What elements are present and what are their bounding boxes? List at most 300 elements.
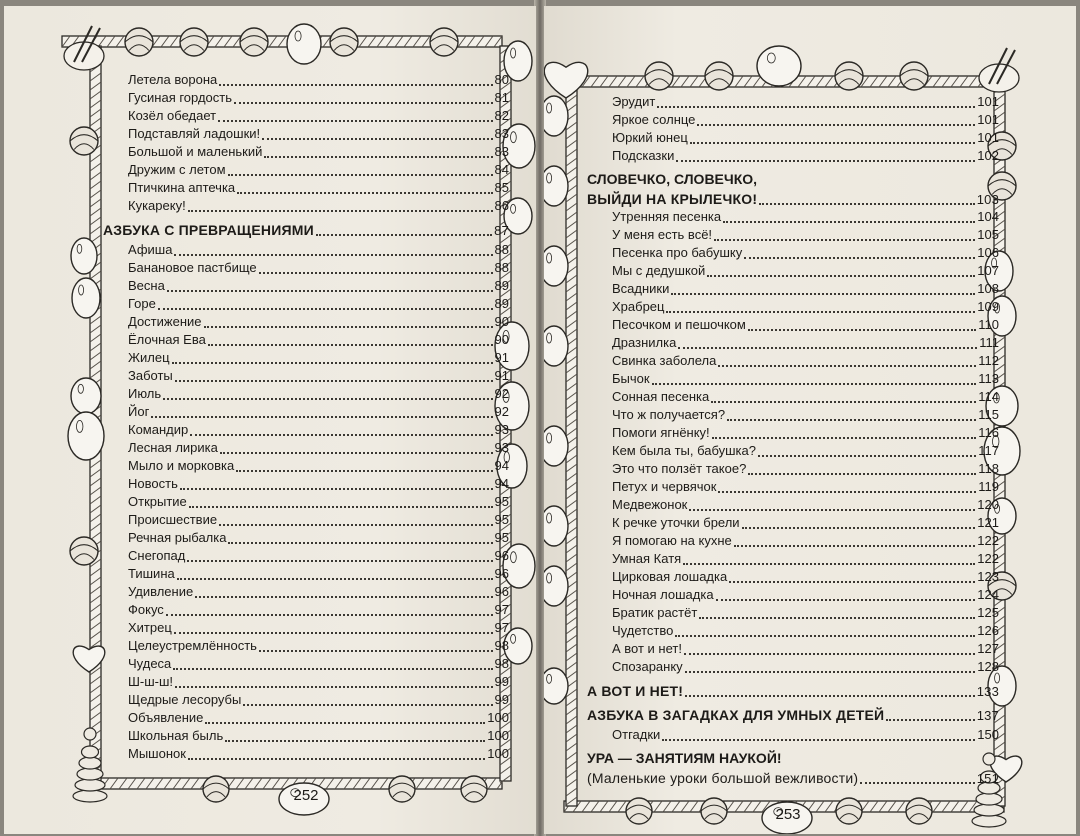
toc-dot-leader	[699, 617, 975, 619]
toc-entry	[587, 443, 999, 461]
toc-page-number: 91	[494, 350, 509, 365]
toc-page-number: 93	[494, 440, 509, 455]
toc-entry-title: Ночная лошадка	[612, 587, 714, 602]
toc-entry	[587, 245, 999, 263]
toc-section-label: АЗБУКА С ПРЕВРАЩЕНИЯМИ	[103, 222, 314, 238]
toc-entry-title: Речная рыбалка	[128, 530, 227, 545]
toc-entry	[587, 533, 999, 551]
toc-entry	[103, 242, 509, 260]
ball-icon	[461, 776, 487, 802]
ball-icon	[906, 798, 932, 824]
toc-entry-title: Птичкина аптечка	[128, 180, 236, 195]
balloon-icon	[544, 668, 568, 704]
toc-entry	[587, 130, 999, 148]
toc-page-number: 119	[978, 479, 999, 494]
toc-page-number: 104	[977, 209, 999, 224]
toc-entry-title: Дружим с летом	[128, 162, 226, 177]
toc-entry	[103, 458, 509, 476]
toc-section-row	[587, 707, 999, 725]
toc-dot-leader	[689, 509, 975, 511]
toc-entry-title: Фокус	[128, 602, 164, 617]
toc-page-number: 106	[977, 245, 999, 260]
toc-dot-leader	[678, 347, 977, 349]
toc-dot-leader	[228, 542, 492, 544]
toc-dot-leader	[158, 308, 493, 310]
toc-dot-leader	[748, 473, 976, 475]
toc-entry-title: Петух и червячок	[612, 479, 717, 494]
ball-icon	[701, 798, 727, 824]
ball-icon	[389, 776, 415, 802]
balloon-icon	[544, 246, 568, 286]
toc-entry-title: Мышонок	[128, 746, 186, 761]
toc-page-number: 127	[977, 641, 999, 656]
toc-entry	[103, 386, 509, 404]
toc-entry	[587, 335, 999, 353]
toc-page-number: 137	[976, 708, 999, 723]
toc-dot-leader	[685, 695, 975, 697]
toc-entry	[587, 112, 999, 130]
balloon-icon	[544, 166, 568, 206]
toc-entry	[103, 404, 509, 422]
toc-page-number: 95	[494, 494, 509, 509]
toc-dot-leader	[208, 344, 493, 346]
balloon-icon	[71, 378, 101, 414]
toc-entry	[587, 227, 999, 245]
toc-entry-title: Подставляй ладошки!	[128, 126, 261, 141]
toc-entry-title: Горе	[128, 296, 156, 311]
toc-entry	[103, 656, 509, 674]
toc-entry	[103, 278, 509, 296]
toc-entry	[103, 350, 509, 368]
toc-section-heading	[587, 170, 999, 209]
toc-entry	[587, 389, 999, 407]
toc-page-number: 90	[494, 314, 509, 329]
balloon-icon	[287, 24, 321, 64]
toc-dot-leader	[177, 578, 493, 580]
toc-page-number: 96	[494, 584, 509, 599]
toc-entry	[103, 126, 509, 144]
toc-section-label: ВЫЙДИ НА КРЫЛЕЧКО!	[587, 191, 758, 207]
toc-dot-leader	[166, 614, 493, 616]
ball-icon	[180, 28, 208, 56]
ball-icon	[70, 127, 98, 155]
toc-entry-title: Удивление	[128, 584, 194, 599]
toc-page-number: 96	[494, 548, 509, 563]
ball-icon	[705, 62, 733, 90]
toc-page-number: 151	[976, 771, 999, 786]
toc-entry	[103, 90, 509, 108]
toc-page-number: 80	[494, 72, 509, 87]
toc-entry	[103, 422, 509, 440]
toc-entry	[103, 548, 509, 566]
toc-entry	[587, 209, 999, 227]
toc-entry-title: Объявление	[128, 710, 204, 725]
toc-page-number: 81	[494, 90, 509, 105]
toc-entry-title: Утренняя песенка	[612, 209, 722, 224]
toc-page-number: 101	[977, 130, 999, 145]
toc-section-row	[587, 770, 999, 788]
toc-entry	[103, 314, 509, 332]
toc-entry	[103, 530, 509, 548]
toc-entry-title: Дразнилка	[612, 335, 677, 350]
toc-dot-leader	[225, 740, 485, 742]
toc-page-number: 124	[977, 587, 999, 602]
toc-entry	[103, 368, 509, 386]
toc-page-number: 118	[978, 461, 999, 476]
toc-dot-leader	[690, 142, 976, 144]
toc-entry-title: К речке уточки брели	[612, 515, 740, 530]
balloon-icon	[757, 46, 801, 86]
toc-dot-leader	[886, 719, 974, 721]
toc-dot-leader	[727, 419, 976, 421]
toc-entry-title: Летела ворона	[128, 72, 218, 87]
toc-page-number: 126	[977, 623, 999, 638]
toc-entry-title: Помоги ягнёнку!	[612, 425, 710, 440]
balloon-icon	[544, 326, 568, 366]
toc-section-label: А ВОТ И НЕТ!	[587, 683, 684, 699]
toc-entry-title: Бычок	[612, 371, 650, 386]
toc-page-number: 110	[978, 317, 999, 332]
toc-page-number: 100	[487, 710, 509, 725]
toc-page-number: 93	[494, 422, 509, 437]
toc-dot-leader	[652, 383, 977, 385]
toc-entry	[587, 641, 999, 659]
toc-page-number: 89	[494, 278, 509, 293]
toc-entry	[103, 72, 509, 90]
ball-icon	[203, 776, 229, 802]
toc-entry	[587, 659, 999, 677]
toc-entry-title: Происшествие	[128, 512, 218, 527]
ball-icon	[330, 28, 358, 56]
toc-entry-title: Чудетство	[612, 623, 674, 638]
toc-page-number: 150	[977, 727, 999, 742]
ball-icon	[70, 537, 98, 565]
toc-page-number: 116	[978, 425, 999, 440]
toc-entry	[103, 332, 509, 350]
toc-dot-leader	[759, 203, 975, 205]
toc-page-number: 113	[978, 371, 999, 386]
toc-entry-title: Это что ползёт такое?	[612, 461, 747, 476]
toc-entry-title: Песенка про бабушку	[612, 245, 743, 260]
toc-page-number: 83	[494, 144, 509, 159]
toc-page-number: 101	[977, 94, 999, 109]
toc-dot-leader	[188, 758, 485, 760]
toc-entry-title: Щедрые лесорубы	[128, 692, 242, 707]
toc-entry-title: Школьная быль	[128, 728, 224, 743]
toc-page-number: 125	[977, 605, 999, 620]
toc-dot-leader	[860, 782, 974, 784]
toc-dot-leader	[236, 470, 492, 472]
toc-dot-leader	[707, 275, 975, 277]
toc-dot-leader	[259, 650, 493, 652]
toc-dot-leader	[174, 632, 493, 634]
ball-icon	[125, 28, 153, 56]
toc-entry-title: Сонная песенка	[612, 389, 710, 404]
toc-entry	[103, 162, 509, 180]
toc-entry-title: Афиша	[128, 242, 173, 257]
toc-dot-leader	[218, 120, 492, 122]
toc-entry	[587, 587, 999, 605]
toc-page-number: 128	[977, 659, 999, 674]
toc-dot-leader	[684, 653, 975, 655]
toc-entry	[103, 198, 509, 216]
toc-entry-title: У меня есть всё!	[612, 227, 713, 242]
toc-dot-leader	[712, 437, 977, 439]
toc-entry	[587, 479, 999, 497]
toc-page-number: 99	[494, 692, 509, 707]
toc-entry-title: Большой и маленький	[128, 144, 263, 159]
balloon-icon	[71, 238, 97, 274]
toc-entry-title: Жилец	[128, 350, 170, 365]
toc-page-number: 122	[977, 551, 999, 566]
toc-entry-title: Умная Катя	[612, 551, 682, 566]
ball-icon	[240, 28, 268, 56]
toc-dot-leader	[174, 254, 492, 256]
page-number-left: 252	[293, 787, 319, 804]
toc-page-number: 98	[494, 638, 509, 653]
toc-entry-title: Хитрец	[128, 620, 172, 635]
toc-dot-leader	[758, 455, 976, 457]
toc-page-number: 99	[494, 674, 509, 689]
toc-dot-leader	[237, 192, 492, 194]
toc-entry	[587, 569, 999, 587]
toc-entry	[587, 371, 999, 389]
toc-page-number: 100	[487, 746, 509, 761]
heart-balloon-icon	[544, 62, 587, 98]
toc-entry-title: Заботы	[128, 368, 173, 383]
toc-entry-title: Снегопад	[128, 548, 186, 563]
toc-dot-leader	[718, 491, 976, 493]
toc-dot-leader	[671, 293, 975, 295]
toc-entry	[103, 620, 509, 638]
toc-section-row	[587, 191, 999, 209]
ball-icon	[626, 798, 652, 824]
toc-dot-leader	[188, 210, 493, 212]
toc-page-number: 114	[978, 389, 999, 404]
toc-dot-leader	[219, 524, 492, 526]
toc-page-number: 108	[977, 281, 999, 296]
toc-entry-title: Песочком и пешочком	[612, 317, 746, 332]
toc-dot-leader	[187, 560, 492, 562]
toc-page-number: 97	[494, 602, 509, 617]
toc-page-number: 123	[977, 569, 999, 584]
toc-page-number: 88	[494, 260, 509, 275]
ball-icon	[835, 62, 863, 90]
toc-page-number: 117	[978, 443, 999, 458]
balloon-icon	[544, 96, 568, 136]
toc-dot-leader	[189, 506, 493, 508]
toc-entry	[587, 263, 999, 281]
toc-page-number: 97	[494, 620, 509, 635]
toc-dot-leader	[163, 398, 492, 400]
toc-dot-leader	[259, 272, 493, 274]
toc-entry	[103, 710, 509, 728]
toc-entry	[587, 727, 999, 745]
toc-page-number: 102	[977, 148, 999, 163]
toc-entry	[587, 281, 999, 299]
toc-page-number: 95	[494, 530, 509, 545]
toc-entry	[103, 566, 509, 584]
balloon-icon	[544, 566, 568, 606]
toc-entry-title: Ш-ш-ш!	[128, 674, 174, 689]
toc-entry-title: Целеустремлённость	[128, 638, 257, 653]
toc-page-number: 88	[494, 242, 509, 257]
toc-page-number: 100	[487, 728, 509, 743]
toc-entry	[103, 296, 509, 314]
toc-dot-leader	[195, 596, 492, 598]
toc-section-label: (Маленькие уроки большой вежливости)	[587, 770, 859, 786]
right-page	[544, 6, 1076, 834]
toc-dot-leader	[657, 106, 975, 108]
toc-entry	[103, 144, 509, 162]
toc-entry-title: Яркое солнце	[612, 112, 696, 127]
toc-dot-leader	[716, 599, 976, 601]
toc-page-number: 95	[494, 512, 509, 527]
toc-page-number: 94	[494, 476, 509, 491]
toc-dot-leader	[234, 102, 493, 104]
toc-dot-leader	[734, 545, 976, 547]
toc-entry-title: Кем была ты, бабушка?	[612, 443, 756, 458]
toc-entry-title: Мыло и морковка	[128, 458, 235, 473]
stacking-rings-icon	[73, 728, 107, 802]
left-page	[4, 6, 536, 834]
toc-entry-title: Всадники	[612, 281, 670, 296]
toc-dot-leader	[729, 581, 975, 583]
toc-dot-leader	[172, 362, 493, 364]
palette-icon	[64, 26, 104, 70]
palette-icon	[979, 48, 1019, 92]
toc-page-number: 115	[978, 407, 999, 422]
toc-page-number: 92	[494, 386, 509, 401]
toc-entry-title: Свинка заболела	[612, 353, 717, 368]
toc-page-number: 122	[977, 533, 999, 548]
toc-entry	[587, 551, 999, 569]
toc-entry	[587, 317, 999, 335]
toc-section-title-line: УРА — ЗАНЯТИЯМ НАУКОЙ!	[587, 750, 782, 766]
toc-page-number: 101	[977, 112, 999, 127]
toc-section-row	[587, 683, 999, 701]
toc-dot-leader	[683, 563, 975, 565]
toc-dot-leader	[175, 380, 493, 382]
toc-entry-title: Цирковая лошадка	[612, 569, 728, 584]
toc-entry-title: Юркий юнец	[612, 130, 688, 145]
toc-entry	[103, 260, 509, 278]
balloon-icon	[68, 412, 104, 460]
toc-dot-leader	[173, 668, 492, 670]
toc-entry	[103, 638, 509, 656]
toc-dot-leader	[742, 527, 976, 529]
ball-icon	[900, 62, 928, 90]
toc-entry-title: Спозаранку	[612, 659, 683, 674]
toc-page-number: 105	[977, 227, 999, 242]
toc-entry	[587, 425, 999, 443]
toc-entry-title: А вот и нет!	[612, 641, 682, 656]
toc-entry	[103, 728, 509, 746]
toc-entry	[103, 440, 509, 458]
toc-entry	[103, 512, 509, 530]
toc-entry-title: Медвежонок	[612, 497, 688, 512]
toc-entry-title: Чудеса	[128, 656, 172, 671]
toc-page-number: 84	[494, 162, 509, 177]
toc-entry-title: Лесная лирика	[128, 440, 218, 455]
toc-entry	[103, 180, 509, 198]
toc-entry-title: Йог	[128, 404, 150, 419]
toc-entry	[103, 602, 509, 620]
toc-dot-leader	[228, 174, 493, 176]
toc-entry-title: Храбрец	[612, 299, 665, 314]
toc-page-number: 91	[494, 368, 509, 383]
toc-entry-title: Мы с дедушкой	[612, 263, 706, 278]
left-toc-list	[103, 72, 509, 764]
toc-dot-leader	[243, 704, 492, 706]
toc-dot-leader	[204, 326, 493, 328]
toc-dot-leader	[675, 635, 975, 637]
toc-page-number: 94	[494, 458, 509, 473]
right-toc-list	[587, 94, 999, 788]
toc-entry	[103, 108, 509, 126]
toc-page-number: 89	[494, 296, 509, 311]
toc-entry	[587, 353, 999, 371]
toc-page-number: 120	[977, 497, 999, 512]
toc-dot-leader	[190, 434, 492, 436]
toc-entry-title: Новость	[128, 476, 178, 491]
toc-entry	[103, 494, 509, 512]
toc-page-number: 107	[977, 263, 999, 278]
toc-section-heading	[587, 749, 999, 788]
toc-page-number: 83	[494, 126, 509, 141]
toc-entry-title: Банановое пастбище	[128, 260, 257, 275]
toc-page-number: 109	[977, 299, 999, 314]
toc-entry	[103, 584, 509, 602]
toc-page-number: 111	[979, 335, 999, 350]
toc-page-number: 90	[494, 332, 509, 347]
toc-entry	[587, 497, 999, 515]
toc-dot-leader	[262, 138, 492, 140]
toc-entry-title: Июль	[128, 386, 162, 401]
toc-page-number: 98	[494, 656, 509, 671]
toc-entry-title: Открытие	[128, 494, 187, 509]
toc-dot-leader	[175, 686, 492, 688]
toc-page-number: 87	[494, 223, 509, 238]
toc-dot-leader	[666, 311, 975, 313]
toc-entry	[587, 605, 999, 623]
toc-dot-leader	[714, 239, 975, 241]
toc-page-number: 86	[494, 198, 509, 213]
toc-page-number: 121	[977, 515, 999, 530]
toc-entry-title: Ёлочная Ева	[128, 332, 206, 347]
toc-entry-title: Я помогаю на кухне	[612, 533, 732, 548]
ball-icon	[645, 62, 673, 90]
toc-section-title-line: СЛОВЕЧКО, СЛОВЕЧКО,	[587, 171, 758, 187]
toc-dot-leader	[167, 290, 493, 292]
toc-page-number: 96	[494, 566, 509, 581]
toc-dot-leader	[685, 671, 976, 673]
toc-entry-title: Подсказки	[612, 148, 675, 163]
toc-entry	[103, 476, 509, 494]
toc-entry	[587, 407, 999, 425]
toc-dot-leader	[697, 124, 975, 126]
toc-page-number: 112	[978, 353, 999, 368]
toc-entry-title: Гусиная гордость	[128, 90, 233, 105]
toc-entry-title: Что ж получается?	[612, 407, 726, 422]
toc-entry-title: Эрудит	[612, 94, 656, 109]
toc-page-number: 133	[976, 684, 999, 699]
toc-entry	[587, 515, 999, 533]
toc-entry-title: Весна	[128, 278, 165, 293]
toc-entry	[587, 623, 999, 641]
toc-dot-leader	[723, 221, 975, 223]
ball-icon	[836, 798, 862, 824]
